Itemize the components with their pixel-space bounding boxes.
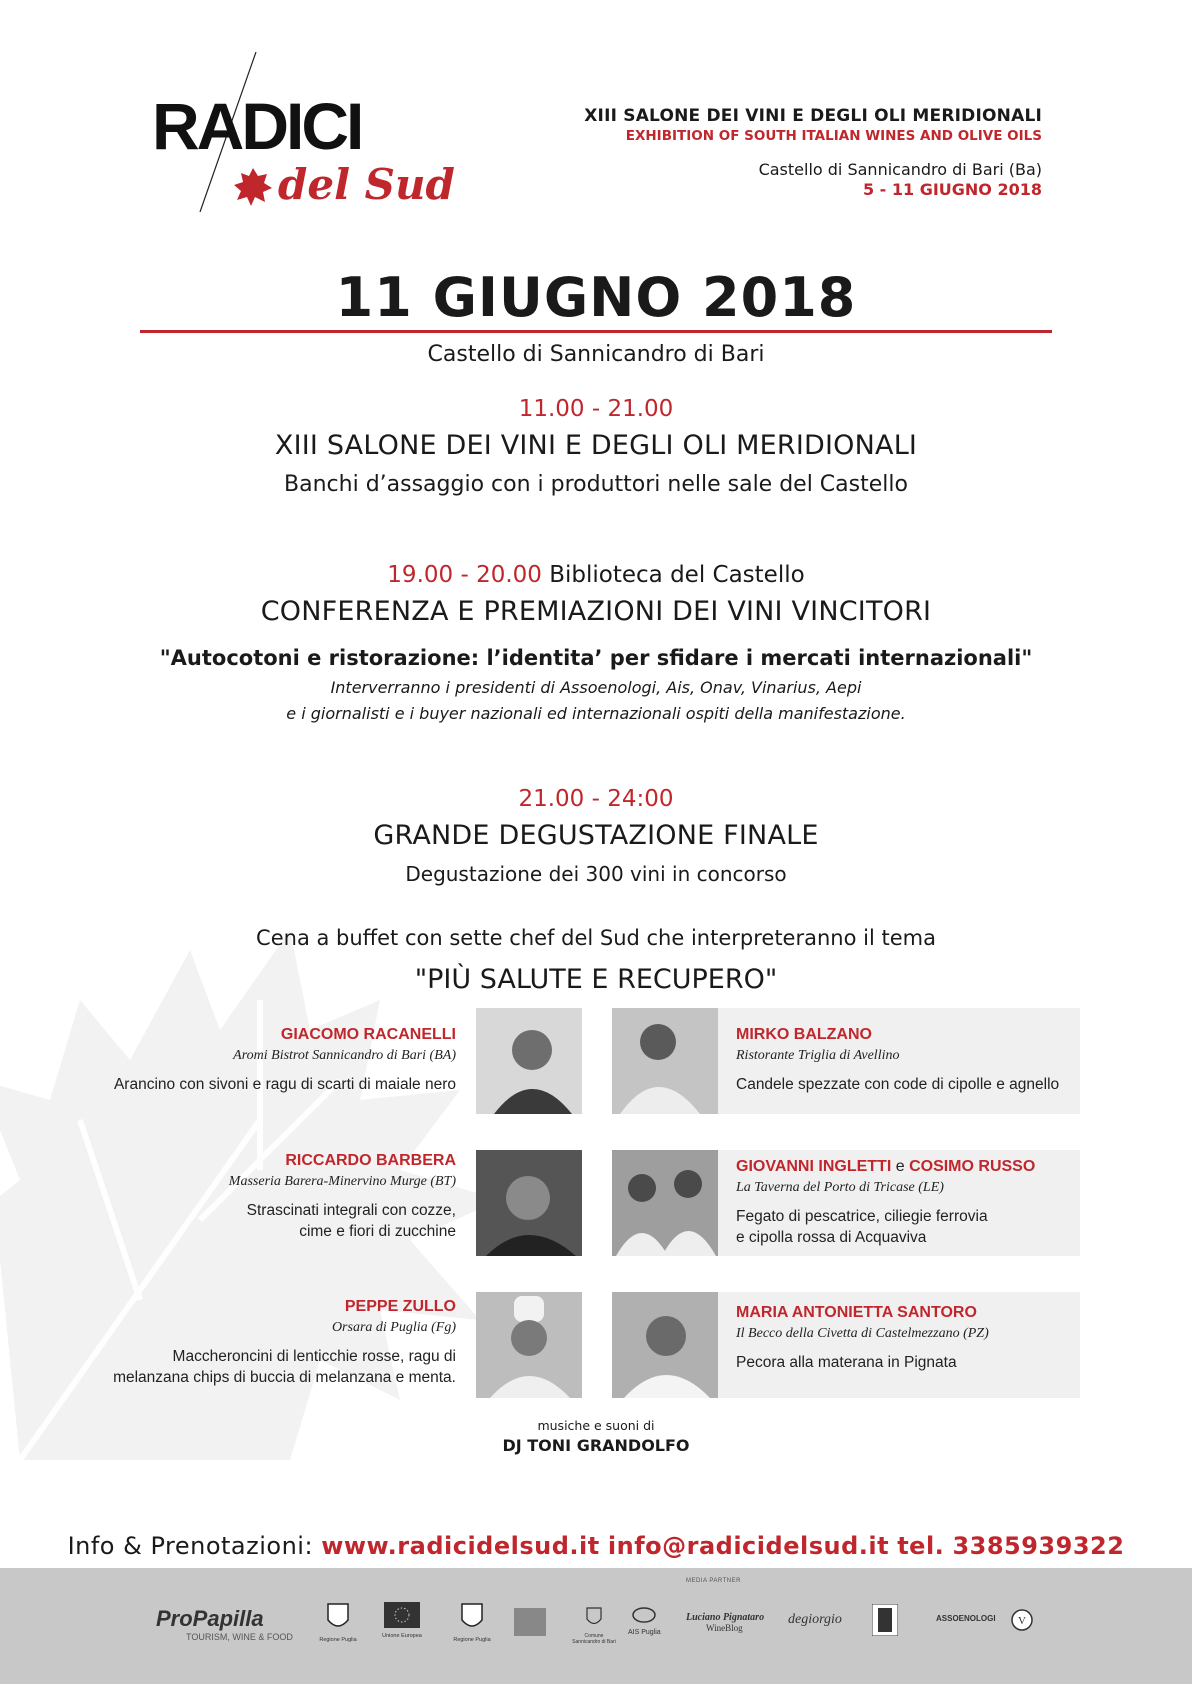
chef-restaurant: Aromi Bistrot Sannicandro di Bari (BA) [233,1048,456,1063]
chef-dish: Candele spezzate con code di cipolle e agnello [736,1076,1060,1093]
theme-title: "PIÙ SALUTE E RECUPERO" [414,964,778,995]
section1-time: 11.00 - 21.00 [518,396,674,422]
section2-time-place [0,562,1192,588]
media-partner-label: MEDIA PARTNER [686,1578,741,1584]
chef-dish: Maccheroncini di lenticchie rosse, ragu di melanzana chips di buccia di melanzana e menta. [113,1348,456,1386]
section2-place: Biblioteca del Castello [541,562,805,588]
section3-time: 21.00 - 24:00 [518,786,674,812]
dj-name: DJ TONI GRANDOLFO [502,1436,690,1455]
logo-text-del-sud: del Sud [278,160,455,209]
regione-puglia-logo-2: Regione Puglia [452,1602,492,1643]
chef-right-1 [736,1026,1059,1095]
chef-photo-santoro [612,1292,718,1398]
ais-emblem-icon [631,1606,657,1624]
logo-text-radici: RADICI [152,89,362,163]
section2-line2: e i giornalisti e i buyer nazionali ed internazionali ospiti della manifestazione. [286,704,906,723]
phone-number[interactable]: 3385939322 [952,1532,1125,1560]
chef-photo-ingletti-russo [612,1150,718,1256]
main-venue: Castello di Sannicandro di Bari [427,342,765,367]
chef-name: MIRKO BALZANO [736,1026,872,1043]
coat-of-arms-icon [585,1606,603,1628]
propapilla-logo: ProPapilla TOURISM, WINE & FOOD [156,1606,293,1642]
chef-right-2 [736,1158,1035,1248]
section2-line1: Interverranno i presidenti di Assoenologi, Ais, Onav, Vinarius, Aepi [330,678,862,697]
main-date: 11 GIUGNO 2018 [335,266,857,329]
chef-restaurant: Orsara di Puglia (Fg) [331,1320,456,1335]
comune-logo: Comune Sannicandro di Bari [572,1606,616,1645]
chef-name: PEPPE ZULLO [344,1298,456,1315]
chef-dish: Pecora alla materana in Pignata [736,1354,957,1371]
partner-badge-icon [1010,1608,1034,1632]
section2-title: CONFERENZA E PREMIAZIONI DEI VINI VINCITORI [260,596,932,627]
event-header [584,106,1042,199]
section3-title: GRANDE DEGUSTAZIONE FINALE [373,820,819,851]
chef-photo-racanelli [476,1008,582,1114]
event-subtitle: EXHIBITION OF SOUTH ITALIAN WINES AND OLIVE OILS [625,128,1042,144]
partner-logo-square [514,1608,546,1641]
dinner-text: Cena a buffet con sette chef del Sud che interpreteranno il tema [256,926,936,950]
red-divider [140,330,1052,333]
website-link[interactable]: www.radicidelsud.it [321,1532,600,1560]
chef-dish: Fegato di pescatrice, ciliegie ferrovia e cipolla rossa di Acquaviva [736,1208,988,1246]
radici-del-sud-logo [140,52,460,212]
coat-of-arms-icon [460,1602,484,1632]
email-link[interactable]: info@radicidelsud.it [607,1532,890,1560]
regione-puglia-logo: Regione Puglia [318,1602,358,1643]
pignataro-logo: Luciano Pignataro WineBlog [686,1612,765,1633]
chef-left-2 [229,1152,456,1242]
assoenologi-logo: ASSOENOLOGI [936,1614,996,1623]
partner-mark-icon [872,1604,898,1636]
section1-title: XIII SALONE DEI VINI E DEGLI OLI MERIDIONALI [274,430,918,461]
chef-left-3 [113,1298,456,1388]
round-partner-logo [1010,1608,1034,1637]
section1-desc: Banchi d’assaggio con i produttori nelle sale del Castello [284,472,908,497]
chef-restaurant: Ristorante Triglia di Avellino [736,1048,900,1063]
ais-puglia-logo: AIS Puglia [628,1606,661,1636]
chef-photo-zullo [476,1292,582,1398]
music-label: musiche e suoni di [537,1418,655,1433]
section3-desc: Degustazione dei 300 vini in concorso [405,862,787,886]
eu-logo: Unione Europea [382,1602,422,1639]
chef-dish: Strascinati integrali con cozze, cime e fiori di zucchine [246,1202,456,1240]
svg-text:V: V [1018,1615,1026,1627]
chef-name: RICCARDO BARBERA [285,1152,456,1169]
section2-quote: "Autocotoni e ristorazione: l’identita’ per sfidare i mercati internazionali" [159,646,1033,670]
chef-photo-balzano [612,1008,718,1114]
chef-dish: Arancino con sivoni e ragu di scarti di maiale nero [113,1076,456,1093]
eu-flag-icon [384,1602,420,1628]
degiorgio-logo: degiorgio [788,1612,842,1627]
contact-line [0,1532,1192,1560]
chef-restaurant: La Taverna del Porto di Tricase (LE) [736,1180,944,1195]
chef-right-3 [736,1304,989,1373]
event-location: Castello di Sannicandro di Bari (Ba) [758,160,1042,179]
coat-of-arms-icon [326,1602,350,1632]
partner-mark-icon [514,1608,546,1636]
tel-label: tel. [897,1532,945,1560]
chef-restaurant: Il Becco della Civetta di Castelmezzano (PZ) [736,1326,989,1341]
chef-name: MARIA ANTONIETTA SANTORO [736,1304,977,1321]
chef-left-1 [114,1026,456,1095]
event-dates: 5 - 11 GIUGNO 2018 [862,180,1042,199]
chef-names: GIOVANNI INGLETTI e COSIMO RUSSO [736,1158,1036,1175]
contact-label: Info & Prenotazioni: [67,1532,314,1560]
chef-name: GIACOMO RACANELLI [280,1026,456,1043]
section2-time: 19.00 - 20.00 [387,562,542,588]
chef-restaurant: Masseria Barera-Minervino Murge (BT) [228,1174,456,1189]
grape-leaf-icon [234,166,272,206]
event-title: XIII SALONE DEI VINI E DEGLI OLI MERIDIONALI [584,106,1042,126]
partner-logo-vertical [872,1604,898,1641]
chef-photo-barbera [476,1150,582,1256]
